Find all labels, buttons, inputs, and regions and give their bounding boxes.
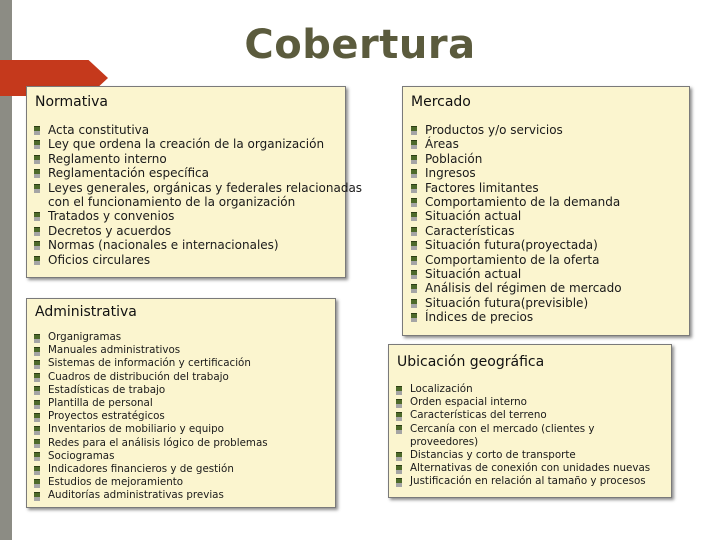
list-item-text: Población <box>425 151 483 166</box>
normativa-list <box>34 123 362 267</box>
list-item-text: Ley que ordena la creación de la organización <box>48 137 325 152</box>
mercado-list <box>411 123 622 325</box>
list-item-text: Reglamentación específica <box>48 166 209 181</box>
list-item <box>34 423 268 436</box>
list-item <box>34 476 268 489</box>
list-item-text: Distancias y corto de transporte <box>410 449 576 462</box>
list-item <box>396 436 650 449</box>
bullet-icon <box>411 299 417 308</box>
bullet-icon <box>34 212 40 221</box>
normativa-box <box>26 86 363 278</box>
list-item <box>411 281 622 295</box>
list-item-text: Índices de precios <box>425 310 534 325</box>
list-item <box>34 344 268 357</box>
bullet-icon <box>34 452 40 461</box>
list-item-text: Características <box>425 223 515 238</box>
list-item-text: con el funcionamiento de la organización <box>48 195 296 210</box>
list-item-text: Reglamento interno <box>48 151 167 166</box>
list-item-text: Productos y/o servicios <box>425 123 563 137</box>
normativa-heading: Normativa <box>35 94 109 110</box>
list-item <box>34 166 362 180</box>
list-item-text: Características del terreno <box>410 409 547 422</box>
list-item <box>411 296 622 310</box>
list-item <box>34 137 362 151</box>
bullet-icon <box>34 360 40 369</box>
list-item <box>34 181 362 195</box>
list-item-text: Indicadores financieros y de gestión <box>48 463 234 476</box>
bullet-icon <box>34 241 40 250</box>
list-item <box>411 195 622 209</box>
bullet-icon <box>411 184 417 193</box>
list-item <box>34 357 268 370</box>
list-item <box>34 397 268 410</box>
bullet-icon <box>396 465 402 474</box>
list-item-text: Áreas <box>425 137 459 152</box>
list-item-text: Estudios de mejoramiento <box>48 476 184 489</box>
list-item-text: Factores limitantes <box>425 180 539 195</box>
list-item-text: Inventarios de mobiliario y equipo <box>48 423 224 436</box>
list-item <box>34 152 362 166</box>
administrativa-heading: Administrativa <box>35 304 137 320</box>
list-item-text: Cercanía con el mercado (clientes y <box>410 422 595 435</box>
list-item-text: Justificación en relación al tamaño y procesos <box>410 475 646 488</box>
list-item-text: Tratados y convenios <box>48 209 175 224</box>
list-item-text: Redes para el análisis lógico de problemas <box>48 436 268 449</box>
bullet-icon <box>34 492 40 501</box>
bullet-icon <box>34 140 40 149</box>
list-item-text: Cuadros de distribución del trabajo <box>48 370 229 383</box>
bullet-icon <box>411 212 417 221</box>
list-item <box>34 371 268 384</box>
bullet-icon <box>411 270 417 279</box>
bullet-icon <box>411 313 417 322</box>
list-item-text: Normas (nacionales e internacionales) <box>48 238 279 253</box>
list-item-text: Situación futura(previsible) <box>425 295 589 310</box>
bullet-icon <box>411 169 417 178</box>
list-item-text: Ingresos <box>425 166 476 181</box>
bullet-icon <box>396 386 402 395</box>
list-item-text: Decretos y acuerdos <box>48 223 172 238</box>
bullet-icon <box>411 241 417 250</box>
bullet-icon <box>34 256 40 265</box>
bullet-icon <box>34 373 40 382</box>
bullet-icon <box>34 466 40 475</box>
list-item <box>34 123 362 137</box>
list-item <box>34 463 268 476</box>
bullet-icon <box>411 198 417 207</box>
list-item-text: Análisis del régimen de mercado <box>425 281 622 296</box>
list-item <box>396 475 650 488</box>
list-item-text: Comportamiento de la demanda <box>425 195 621 210</box>
bullet-icon <box>411 126 417 135</box>
list-item-text: Leyes generales, orgánicas y federales relacionadas <box>48 180 363 195</box>
bullet-icon <box>396 412 402 421</box>
list-item <box>396 396 650 409</box>
list-item-text: Plantilla de personal <box>48 397 153 410</box>
list-item <box>34 238 362 252</box>
list-item <box>396 409 650 422</box>
list-item <box>34 331 268 344</box>
bullet-icon <box>34 334 40 343</box>
list-item <box>411 310 622 324</box>
bullet-icon <box>411 140 417 149</box>
bullet-icon <box>411 155 417 164</box>
list-item <box>411 253 622 267</box>
list-item <box>34 224 362 238</box>
bullet-icon <box>396 452 402 461</box>
bullet-icon <box>34 155 40 164</box>
list-item-text: Acta constitutiva <box>48 123 150 137</box>
list-item-text: Organigramas <box>48 331 122 343</box>
list-item-text: Localización <box>410 383 473 395</box>
list-item <box>411 267 622 281</box>
list-item-text: Alternativas de conexión con unidades nuevas <box>410 462 651 475</box>
mercado-heading: Mercado <box>411 94 471 110</box>
bullet-icon <box>34 184 40 193</box>
list-item <box>34 209 362 223</box>
list-item-text: Sistemas de información y certificación <box>48 357 251 370</box>
list-item-text: Situación actual <box>425 209 522 224</box>
list-item-text: Auditorías administrativas previas <box>48 489 224 502</box>
bullet-icon <box>411 284 417 293</box>
list-item <box>34 384 268 397</box>
administrativa-box <box>26 298 336 508</box>
list-item <box>396 449 650 462</box>
bullet-icon <box>34 347 40 356</box>
list-item <box>411 209 622 223</box>
ubicacion-list <box>396 383 650 489</box>
list-item <box>396 462 650 475</box>
list-item-text: Situación futura(proyectada) <box>425 238 598 253</box>
list-item <box>34 437 268 450</box>
bullet-icon <box>34 426 40 435</box>
list-item-text: Situación actual <box>425 267 522 282</box>
administrativa-list <box>34 331 268 503</box>
list-item-text: Manuales administrativos <box>48 344 181 357</box>
bullet-icon <box>396 399 402 408</box>
list-item <box>411 137 622 151</box>
ubicacion-heading: Ubicación geográfica <box>397 354 545 370</box>
bullet-icon <box>34 439 40 448</box>
mercado-box <box>402 86 690 336</box>
list-item <box>34 195 362 209</box>
bullet-icon <box>34 400 40 409</box>
list-item <box>411 238 622 252</box>
list-item <box>396 423 650 436</box>
list-item <box>411 123 622 137</box>
list-item-text: Proyectos estratégicos <box>48 410 165 423</box>
list-item-text: proveedores) <box>410 435 479 448</box>
list-item <box>411 152 622 166</box>
list-item-text: Comportamiento de la oferta <box>425 252 600 267</box>
slide-title: Cobertura <box>244 22 476 68</box>
list-item-text: Orden espacial interno <box>410 396 527 409</box>
list-item <box>34 253 362 267</box>
list-item <box>396 383 650 396</box>
bullet-icon <box>34 227 40 236</box>
bullet-icon <box>34 169 40 178</box>
bullet-icon <box>411 256 417 265</box>
list-item <box>34 450 268 463</box>
list-item <box>411 181 622 195</box>
bullet-icon <box>34 126 40 135</box>
bullet-icon <box>34 413 40 422</box>
list-item <box>34 489 268 502</box>
list-item <box>34 410 268 423</box>
bullet-icon <box>396 425 402 434</box>
list-item-text: Sociogramas <box>48 449 115 462</box>
list-item-text: Oficios circulares <box>48 252 151 267</box>
bullet-icon <box>411 227 417 236</box>
list-item <box>411 166 622 180</box>
ubicacion-box <box>388 344 672 498</box>
list-item-text: Estadísticas de trabajo <box>48 383 166 396</box>
list-item <box>411 224 622 238</box>
bullet-icon <box>34 386 40 395</box>
bullet-icon <box>34 479 40 488</box>
bullet-icon <box>396 478 402 487</box>
